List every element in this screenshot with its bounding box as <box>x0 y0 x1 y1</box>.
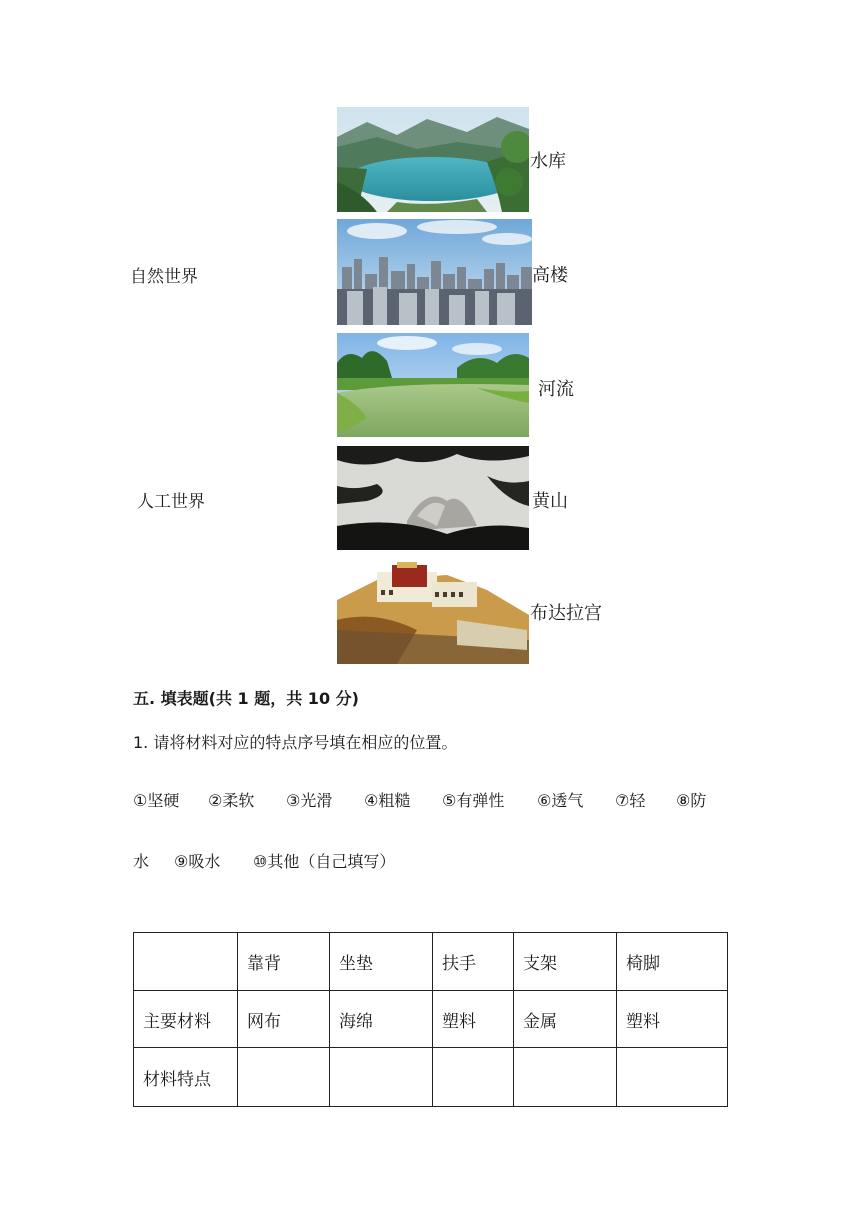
reservoir-photo <box>337 107 529 212</box>
picture-label-high-rise: 高楼 <box>532 265 568 286</box>
table-cell-blank[interactable] <box>617 1048 728 1107</box>
table-header-row <box>134 933 728 991</box>
table-header-cell <box>134 933 238 991</box>
option-10: ⑩其他（自己填写） <box>253 852 396 871</box>
picture-label-huangshan: 黄山 <box>532 491 568 512</box>
materials-table <box>133 932 728 1107</box>
table-cell-blank[interactable] <box>514 1048 617 1107</box>
table-header-cell: 坐垫 <box>330 933 433 991</box>
picture-label-river: 河流 <box>538 379 574 400</box>
option-8: ⑧防 <box>676 791 707 810</box>
potala-palace-photo <box>337 560 529 664</box>
table-cell-blank[interactable] <box>433 1048 514 1107</box>
option-2: ②柔软 <box>208 791 255 810</box>
table-cell: 海绵 <box>330 991 433 1048</box>
option-4: ④粗糙 <box>364 791 411 810</box>
option-3: ③光滑 <box>286 791 333 810</box>
table-cell: 金属 <box>514 991 617 1048</box>
table-cell: 塑料 <box>433 991 514 1048</box>
option-7: ⑦轻 <box>615 791 646 810</box>
table-cell: 网布 <box>238 991 330 1048</box>
huangshan-photo <box>337 446 529 550</box>
option-5: ⑤有弹性 <box>442 791 505 810</box>
table-cell: 主要材料 <box>134 991 238 1048</box>
question-text: 1. 请将材料对应的特点序号填在相应的位置。 <box>133 733 458 752</box>
high-rise-photo <box>337 219 532 325</box>
category-natural-world: 自然世界 <box>130 267 198 287</box>
option-1: ①坚硬 <box>133 791 180 810</box>
section-title: 五. 填表题(共 1 题，共 10 分) <box>133 689 359 708</box>
table-header-cell: 椅脚 <box>617 933 728 991</box>
table-row <box>134 991 728 1048</box>
table-cell-blank[interactable] <box>330 1048 433 1107</box>
option-6: ⑥透气 <box>537 791 584 810</box>
table-header-cell: 靠背 <box>238 933 330 991</box>
table-header-cell: 扶手 <box>433 933 514 991</box>
table-cell-blank[interactable] <box>238 1048 330 1107</box>
river-photo <box>337 333 529 437</box>
table-cell: 塑料 <box>617 991 728 1048</box>
category-artificial-world: 人工世界 <box>137 492 205 512</box>
table-cell: 材料特点 <box>134 1048 238 1107</box>
option-9: ⑨吸水 <box>174 852 221 871</box>
table-row <box>134 1048 728 1107</box>
table-header-cell: 支架 <box>514 933 617 991</box>
option-8-continued: 水 <box>133 852 150 871</box>
picture-label-potala-palace: 布达拉宫 <box>530 603 602 624</box>
picture-label-reservoir: 水库 <box>530 151 566 172</box>
